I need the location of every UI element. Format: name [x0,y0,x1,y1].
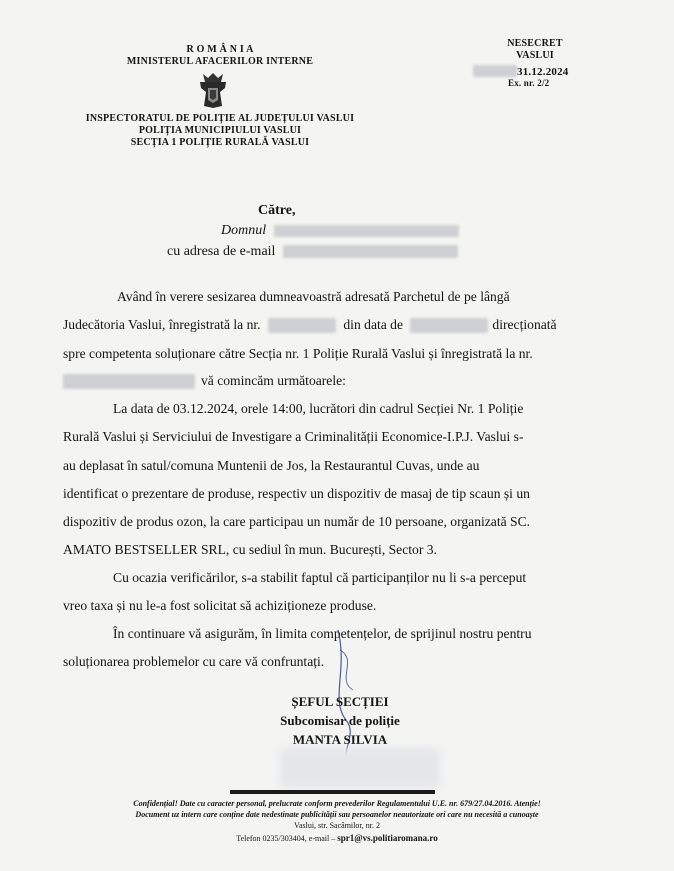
paragraph-4-line-1: În continuare vă asigurăm, în limita competențelor, de sprijinul nostru pentru [113,626,532,641]
city-label: VASLUI [516,50,554,61]
date-text: din data de [343,317,404,332]
redacted-stamp [280,748,440,788]
redacted-number-2 [63,374,195,389]
signature-name: MANTA SILVIA [292,732,388,747]
paragraph-1-line-2 [63,313,557,337]
signature-rank: Subcomisar de poliție [280,713,400,728]
email-label: cu adresa de e-mail [167,244,276,259]
paragraph-2-line-2: Rurală Vaslui și Serviciului de Investigare a Criminalității Economice-I.P.J. Vaslui s- [63,429,524,444]
inspectorate-name: INSPECTORATUL DE POLIȚIE AL JUDEȚULUI VASLUI [85,113,355,124]
footer-confidential: Confidențial! Date cu caracter personal, prelucrate conform prevederilor Regulamentului U.E. nr. 679/27.04.2016. Atenție! [133,799,541,808]
communication-text: vă comincăm următoarele: [201,373,346,388]
recipient-title: Domnul [221,223,267,238]
copy-number: Ex. nr. 2/2 [508,78,550,88]
footer-internal-use: Document uz intern care conține date nedestinate publicității sau persoanelor neautorizate ori care nu necesită a cunoaște [135,810,539,819]
redacted-date [410,318,488,333]
footer-contact [0,833,674,843]
paragraph-3-line-2: vreo taxa și nu le-a fost solicitat să achiziționeze produse. [63,598,377,613]
ministry-name: MINISTERUL AFACERILOR INTERNE [126,56,314,67]
paragraph-2-line-5: dispozitiv de produs ozon, la care participau un număr de 10 persoane, organizată SC. [63,514,531,529]
municipal-police-name: POLIȚIA MUNICIPIULUI VASLUI [138,125,302,136]
paragraph-1-line-3: spre competenta soluționare către Secția nr. 1 Poliție Rurală Vaslui și înregistrată la nr. [63,346,533,361]
paragraph-2-line-4: identificat o prezentare de produse, respectiv un dispozitiv de masaj de tip scaun și un [63,486,530,501]
paragraph-2-line-3: au deplasat în satul/comuna Muntenii de Jos, la Restaurantul Cuvas, unde au [63,458,480,473]
recipient-line [221,223,459,239]
classification-label: NESECRET [507,38,563,49]
document-date: 31.12.2024 [517,66,569,78]
section-name: SECȚIA 1 POLIȚIE RURALĂ VASLUI [130,137,310,148]
redacted-recipient-name [274,225,459,237]
recipient-to: Către, [258,203,296,218]
paragraph-3-line-1: Cu ocazia verificărilor, s-a stabilit faptul că participanților nu li s-a perceput [113,570,527,585]
directed-text: direcționată [492,317,557,332]
paragraph-2-line-6: AMATO BESTSELLER SRL, cu sediul în mun. București, Sector 3. [63,542,437,557]
paragraph-4-line-2: soluționarea problemelor cu care vă confruntați. [63,654,325,669]
footer-address: Vaslui, str. Sacâmilor, nr. 2 [294,821,380,830]
signature-title: ȘEFUL SECȚIEI [291,694,389,709]
redacted-email [283,245,458,258]
registration-text: Judecătoria Vaslui, înregistrată la nr. [63,317,261,332]
redacted-number-1 [268,318,336,333]
recipient-email-line [167,244,458,260]
footer-divider [230,790,435,794]
footer-phone: Telefon 0235/303404, e-mail – [236,834,336,843]
paragraph-1-line-4 [63,369,346,393]
country-name: R O M Â N I A [186,44,254,55]
coat-of-arms-icon [198,70,228,110]
redacted-registration-number [473,65,517,77]
document-date-row [473,62,569,78]
paragraph-1-line-1: Având în verere sesizarea dumneavoastră adresată Parchetul de pe lângă [117,289,510,304]
footer-email: spr1@vs.politiaromana.ro [337,833,438,843]
paragraph-2-line-1: La data de 03.12.2024, orele 14:00, lucrători din cadrul Secției Nr. 1 Poliție [113,401,524,416]
